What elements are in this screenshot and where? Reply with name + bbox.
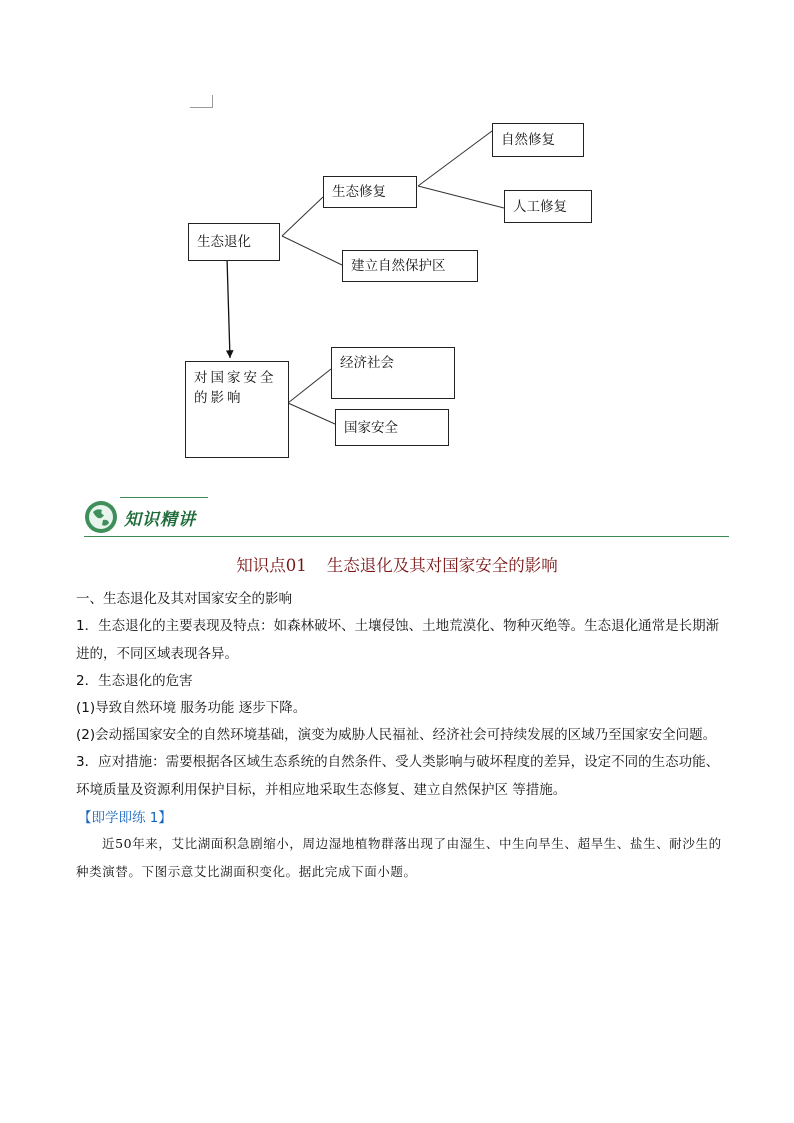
- line-restoration-natural: [418, 131, 492, 186]
- knowledge-point-title: [0, 552, 794, 576]
- knowledge-point-heading: 生态退化及其对国家安全的影响: [326, 556, 558, 575]
- content-item-2: 2．生态退化的危害: [76, 673, 193, 689]
- node-impact-national-security: 对国家安全的影响: [185, 361, 289, 458]
- diagram-connectors: [0, 0, 794, 480]
- content-item-3: 3．应对措施：需要根据各区域生态系统的自然条件、受人类影响与破坏程度的差异，设定不同的生态功能、环境质量及资源利用保护目标，并相应地采取生态修复、建立自然保护区 等措施。: [76, 754, 720, 798]
- exercise-text: [76, 830, 726, 886]
- section-heading: 一、生态退化及其对国家安全的影响: [76, 591, 292, 607]
- node-ecological-degradation: 生态退化: [188, 223, 280, 261]
- content-item-2a: (1)导致自然环境 服务功能 逐步下降。: [76, 700, 307, 716]
- banner-title: 知识精讲: [124, 510, 196, 530]
- line-degradation-restoration: [282, 197, 323, 236]
- line-restoration-artificial: [418, 186, 504, 208]
- banner-divider: [84, 536, 729, 537]
- line-impact-economy: [288, 369, 331, 403]
- banner-top-line: [120, 497, 208, 498]
- line-impact-security: [288, 403, 335, 424]
- arrow-degradation-impact: [227, 258, 230, 358]
- node-ecological-restoration: 生态修复: [323, 176, 417, 208]
- exercise-paragraph: 近50年来，艾比湖面积急剧缩小，周边湿地植物群落出现了由湿生、中生向旱生、超旱生、盐生、耐沙生的种类演替。下图示意艾比湖面积变化。据此完成下面小题。: [76, 836, 722, 879]
- globe-icon: [84, 500, 118, 534]
- knowledge-point-number: 知识点01: [236, 556, 307, 575]
- node-economy-society: 经济社会: [331, 347, 455, 399]
- content-item-2b: (2)会动摇国家安全的自然环境基础，演变为威胁人民福祉、经济社会可持续发展的区域乃至国家安全问题。: [76, 727, 717, 743]
- content-item-1: 1．生态退化的主要表现及特点：如森林破坏、土壤侵蚀、土地荒漠化、物种灭绝等。生态退化通常是长期渐进的，不同区域表现各异。: [76, 618, 720, 662]
- node-natural-restoration: 自然修复: [492, 123, 584, 157]
- exercise-label: 【即学即练 1】: [78, 810, 172, 826]
- node-artificial-restoration: 人工修复: [504, 190, 592, 223]
- node-nature-reserve: 建立自然保护区: [342, 250, 478, 282]
- line-degradation-reserve: [282, 236, 342, 265]
- node-national-security: 国家安全: [335, 409, 449, 446]
